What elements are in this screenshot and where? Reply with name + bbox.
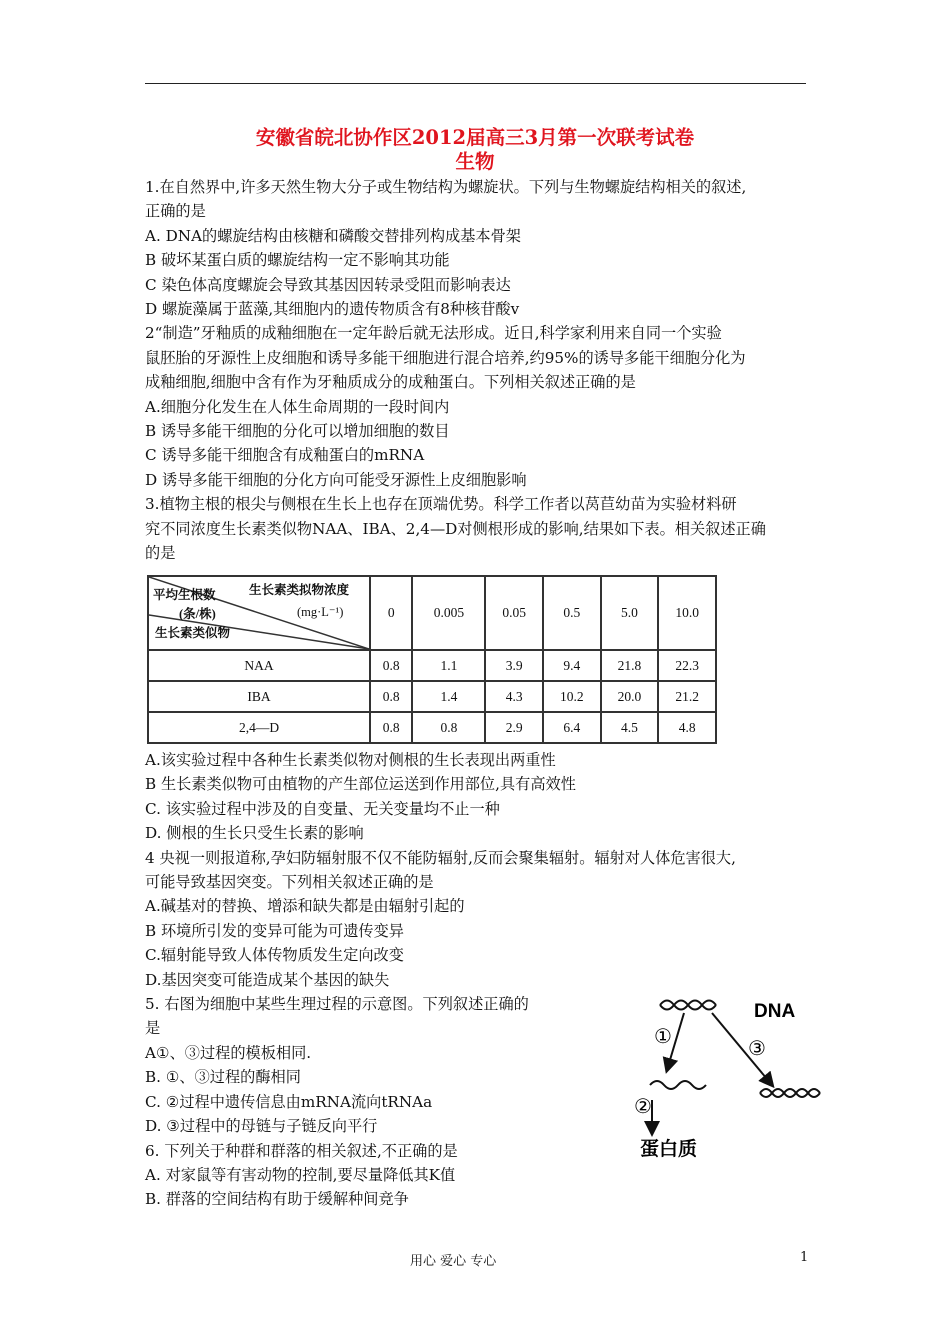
q4-option-d: D.基因突变可能造成某个基因的缺失	[145, 970, 390, 989]
cell: 21.8	[601, 650, 659, 681]
q1-option-d: D 螺旋藻属于蓝藻,其细胞内的遗传物质含有8种核苷酸v	[145, 300, 520, 319]
cell: 9.4	[543, 650, 601, 681]
q6-option-b: B. 群落的空间结构有助于缓解种间竞争	[145, 1190, 409, 1209]
table-row	[148, 712, 716, 743]
cell: 0.8	[370, 681, 412, 712]
header-analog: 生长素类似物	[155, 626, 231, 640]
cell: 3.9	[485, 650, 543, 681]
cell: 4.3	[485, 681, 543, 712]
step3-label: ③	[748, 1036, 766, 1060]
q3-stem: 的是	[145, 544, 176, 563]
q5-option-c: C. ②过程中遗传信息由mRNA流向tRNAa	[145, 1092, 433, 1111]
q1-option-a: A. DNA的螺旋结构由核糖和磷酸交替排列构成基本骨架	[145, 226, 521, 245]
q1-option-c: C 染色体高度螺旋会导致其基因因转录受阻而影响表达	[145, 275, 511, 294]
question-block-1-2	[145, 175, 815, 566]
cell: 20.0	[601, 681, 659, 712]
q3-data-table	[147, 575, 717, 744]
q4-stem: 可能导致基因突变。下列相关叙述正确的是	[145, 873, 434, 892]
footer-motto: 用心 爱心 专心	[410, 1254, 497, 1269]
row-label: 2,4—D	[148, 712, 370, 743]
protein-label: 蛋白质	[640, 1138, 698, 1160]
header-rule	[145, 83, 806, 84]
dna-process-figure	[612, 985, 842, 1180]
q2-option-b: B 诱导多能干细胞的分化可以增加细胞的数目	[145, 422, 450, 441]
q2-option-c: C 诱导多能干细胞含有成釉蛋白的mRNA	[145, 446, 425, 465]
cell: 22.3	[658, 650, 716, 681]
q6-stem: 6. 下列关于种群和群落的相关叙述,不正确的是	[145, 1141, 458, 1160]
q3-stem: 3.植物主根的根尖与侧根在生长上也存在顶端优势。科学工作者以莴苣幼苗为实验材料研	[145, 495, 737, 514]
header-avg-roots: 平均生根数	[153, 588, 216, 602]
q5-option-d: D. ③过程中的母链与子链反向平行	[145, 1117, 378, 1136]
cell: 6.4	[543, 712, 601, 743]
conc-header: 0.5	[543, 576, 601, 650]
dna-label: DNA	[754, 1001, 796, 1022]
dna-helix-icon	[660, 1001, 716, 1010]
q3-option-c: C. 该实验过程中涉及的自变量、无关变量均不止一种	[145, 799, 500, 818]
step2-label: ②	[634, 1094, 652, 1118]
conc-header: 0.005	[412, 576, 485, 650]
conc-header: 0	[370, 576, 412, 650]
header-concentration: 生长素类拟物浓度	[249, 583, 350, 597]
q1-option-b: B 破坏某蛋白质的螺旋结构一定不影响其功能	[145, 251, 450, 270]
cell: 4.5	[601, 712, 659, 743]
q2-stem: 成釉细胞,细胞中含有作为牙釉质成分的成釉蛋白。下列相关叙述正确的是	[145, 373, 636, 392]
q3-option-a: A.该实验过程中各种生长素类似物对侧根的生长表现出两重性	[145, 751, 556, 769]
q5-stem: 是	[145, 1019, 161, 1038]
q2-option-d: D 诱导多能干细胞的分化方向可能受牙源性上皮细胞影响	[145, 470, 527, 489]
conc-header: 0.05	[485, 576, 543, 650]
step1-label: ①	[654, 1024, 672, 1048]
q2-stem: 鼠胚胎的牙源性上皮细胞和诱导多能干细胞进行混合培养,约95%的诱导多能干细胞分化为	[145, 348, 746, 367]
table-row	[148, 681, 716, 712]
dna-copy-icon	[760, 1089, 820, 1097]
mrna-strand-icon	[650, 1081, 706, 1089]
q3-option-d: D. 侧根的生长只受生长素的影响	[145, 824, 364, 843]
cell: 2.9	[485, 712, 543, 743]
cell: 1.4	[412, 681, 485, 712]
q4-stem: 4 央视一则报道称,孕妇防辐射服不仅不能防辐射,反而会聚集辐射。辐射对人体危害很大,	[145, 848, 736, 867]
page-title: 安徽省皖北协作区2012届高三3月第一次联考试卷	[255, 126, 695, 149]
q1-stem: 正确的是	[145, 202, 206, 221]
subject-title: 生物	[455, 150, 495, 173]
cell: 0.8	[412, 712, 485, 743]
q4-option-b: B 环境所引发的变异可能为可遗传变异	[145, 921, 404, 940]
q5-option-b: B. ①、③过程的酶相同	[145, 1068, 301, 1087]
page-number: 1	[800, 1250, 809, 1265]
q3-stem: 究不同浓度生长素类似物NAA、IBA、2,4—D对侧根形成的影响,结果如下表。相关叙述正确	[145, 519, 766, 538]
row-label: NAA	[148, 650, 370, 681]
header-concentration-unit: (mg·L⁻¹)	[297, 605, 344, 619]
q5-option-a: A①、③过程的模板相同.	[145, 1043, 312, 1062]
q4-option-a: A.碱基对的替换、增添和缺失都是由辐射引起的	[145, 897, 465, 916]
table-row	[148, 650, 716, 681]
q2-option-a: A.细胞分化发生在人体生命周期的一段时间内	[145, 397, 450, 416]
header-roots-unit: (条/株)	[179, 607, 216, 621]
q5-stem: 5. 右图为细胞中某些生理过程的示意图。下列叙述正确的	[145, 995, 529, 1014]
q3-option-b: B 生长素类似物可由植物的产生部位运送到作用部位,具有高效性	[145, 775, 576, 794]
cell: 0.8	[370, 650, 412, 681]
q6-option-a: A. 对家鼠等有害动物的控制,要尽量降低其K值	[145, 1165, 456, 1184]
conc-header: 10.0	[658, 576, 716, 650]
conc-header: 5.0	[601, 576, 659, 650]
q4-option-c: C.辐射能导致人体传物质发生定向改变	[145, 946, 404, 965]
cell: 21.2	[658, 681, 716, 712]
cell: 4.8	[658, 712, 716, 743]
table-diagonal-header	[148, 576, 370, 650]
q1-stem: 1.在自然界中,许多天然生物大分子或生物结构为螺旋状。下列与生物螺旋结构相关的叙述,	[145, 178, 747, 196]
row-label: IBA	[148, 681, 370, 712]
cell: 1.1	[412, 650, 485, 681]
q2-stem: 2“制造”牙釉质的成釉细胞在一定年龄后就无法形成。近日,科学家利用来自同一个实验	[145, 324, 722, 343]
cell: 0.8	[370, 712, 412, 743]
cell: 10.2	[543, 681, 601, 712]
